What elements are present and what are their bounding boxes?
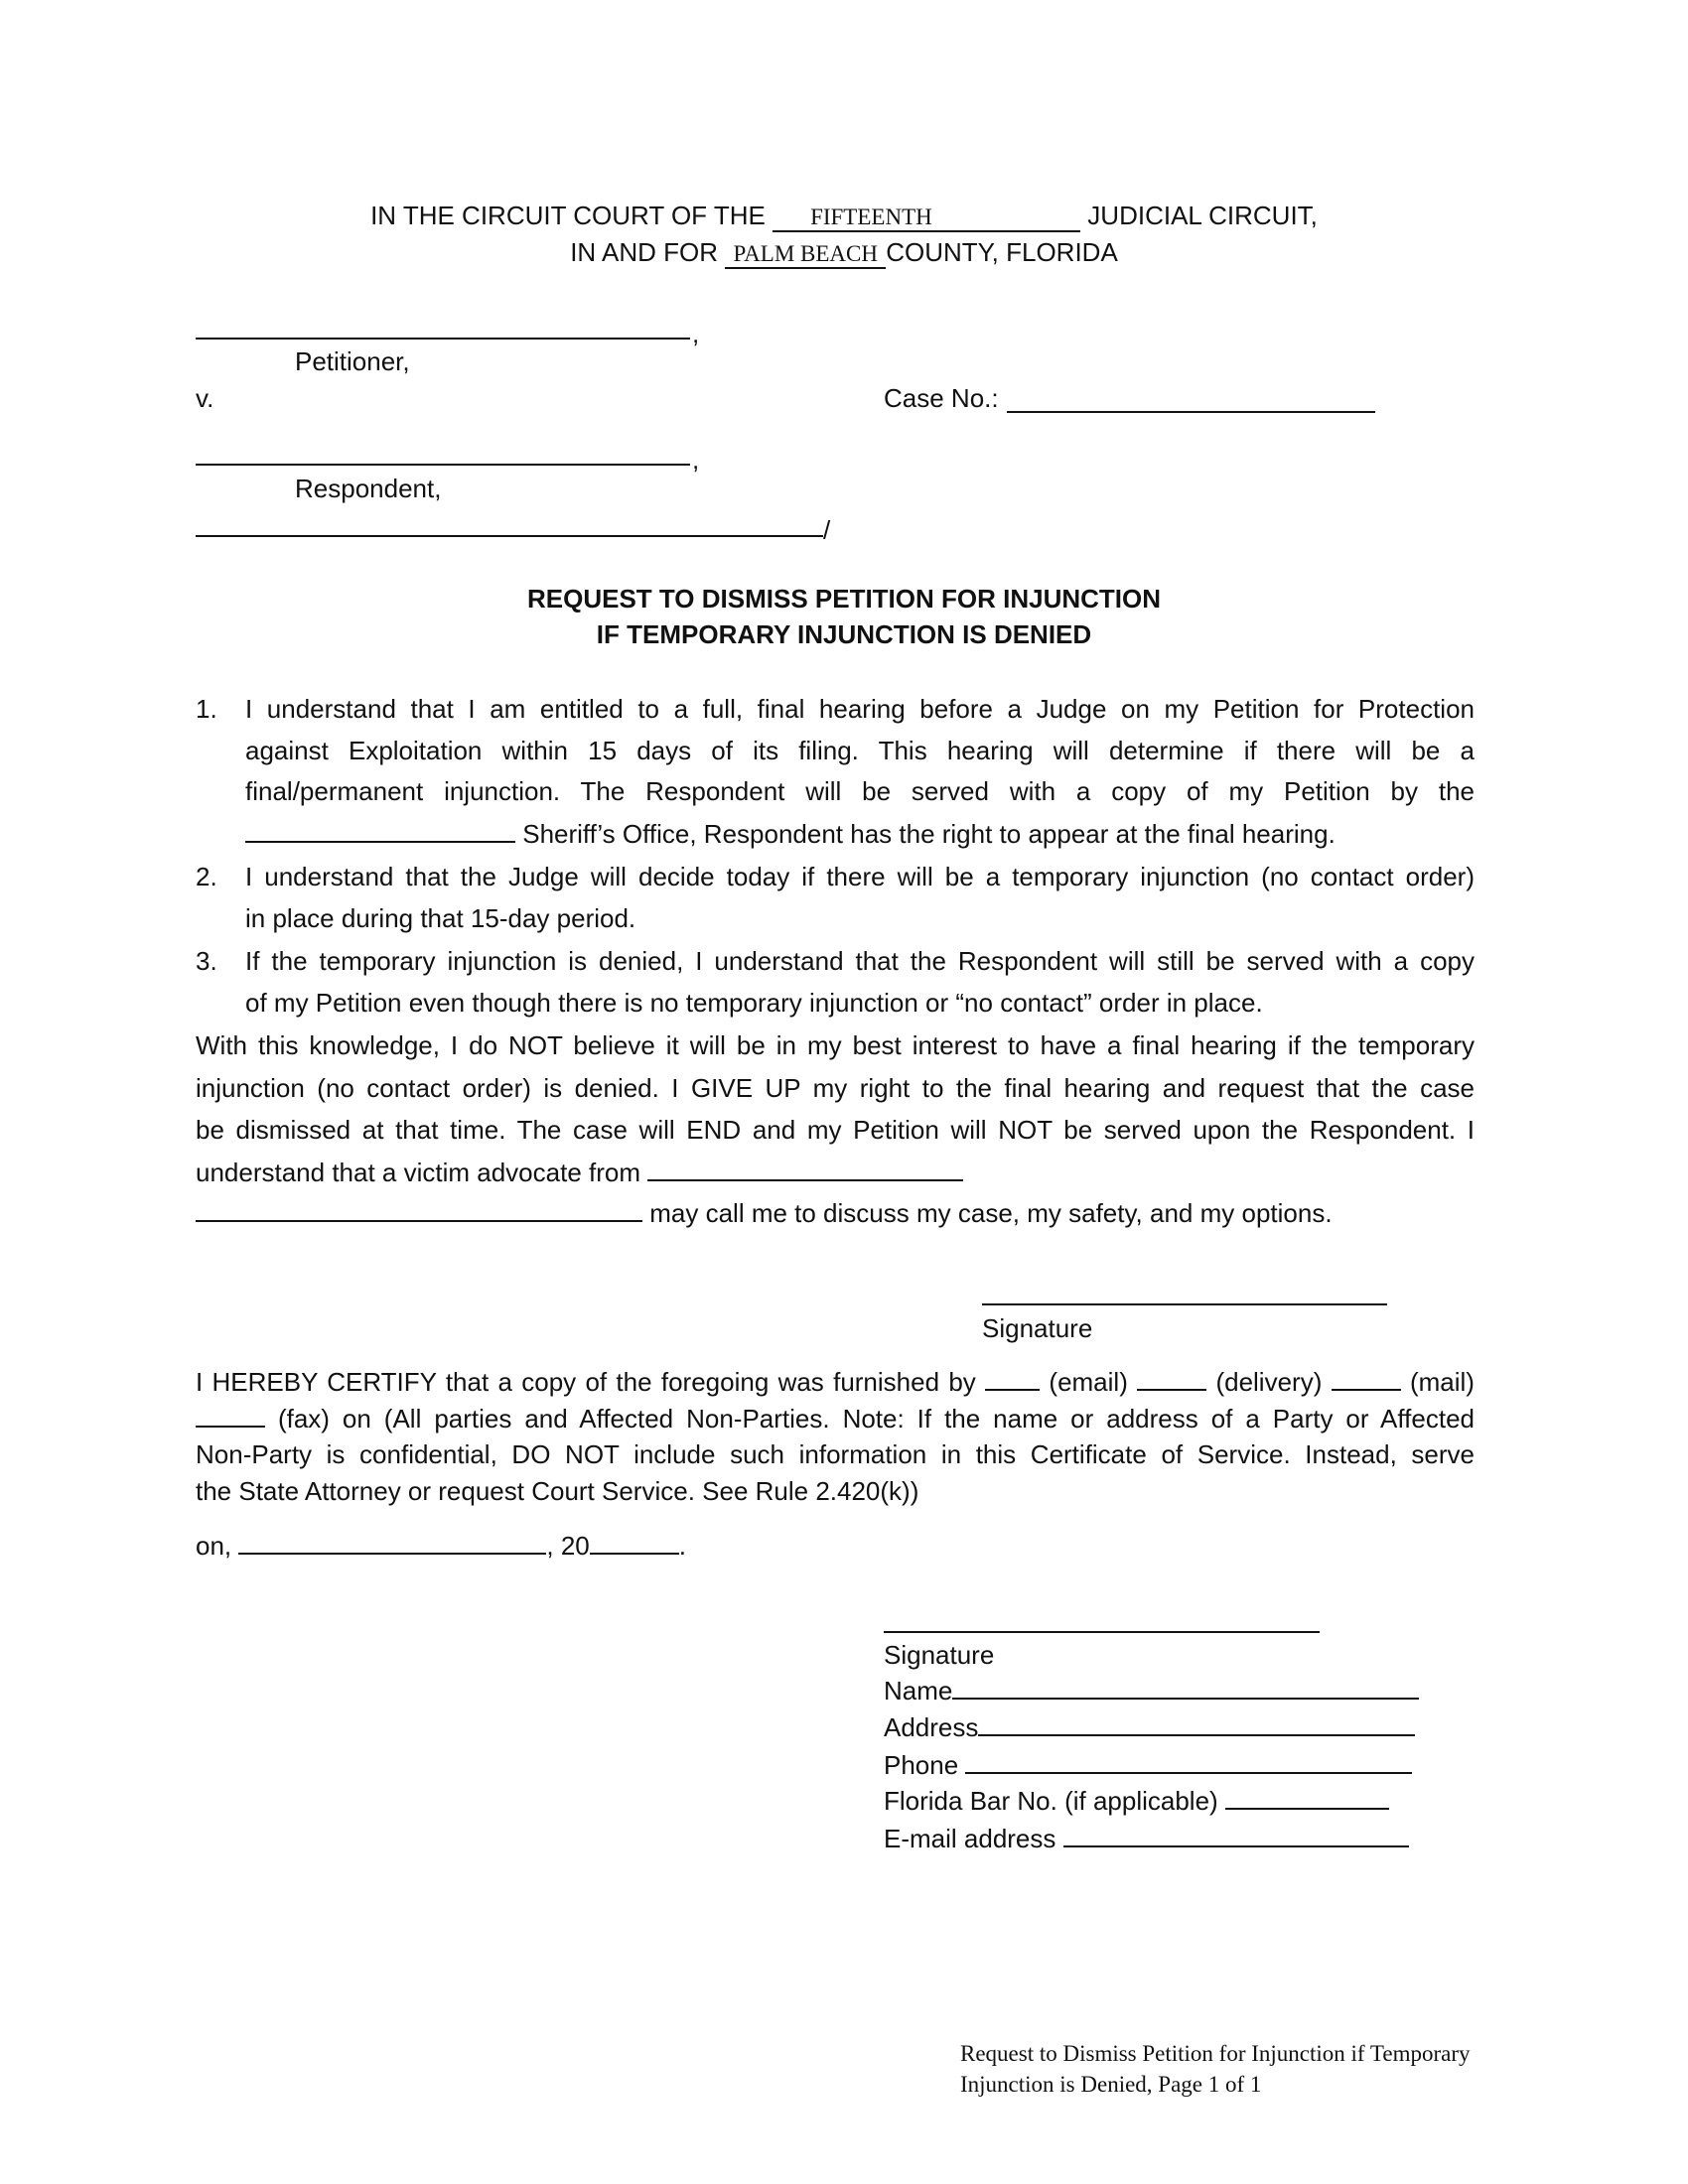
certify-line3: Non-Party is confidential, DO NOT include such information in this Certificate of Service. Instead, serve (196, 1439, 1475, 1469)
knowledge-text: may call me to discuss my case, my safety, and my options. (649, 1198, 1333, 1228)
name-label: Name (884, 1676, 953, 1706)
court-header-line2 (0, 232, 1688, 272)
document-title-line2: IF TEMPORARY INJUNCTION IS DENIED (596, 619, 1092, 649)
knowledge-line (196, 1193, 1333, 1233)
header-text: JUDICIAL CIRCUIT, (1087, 201, 1318, 230)
certify-line4: the State Attorney or request Court Service. See Rule 2.420(k)) (196, 1476, 919, 1506)
comma: , (692, 319, 700, 348)
certify-text: I HEREBY CERTIFY that a copy of the foregoing was furnished by (196, 1367, 976, 1397)
item-3-line: If the temporary injunction is denied, I understand that the Respondent will still be served with a copy (245, 946, 1475, 976)
item-2-line: in place during that 15-day period. (245, 903, 636, 933)
knowledge-line (196, 1153, 963, 1192)
email-blank[interactable] (985, 1363, 1040, 1391)
year-blank[interactable] (590, 1527, 679, 1555)
case-no-label: Case No.: (884, 383, 999, 413)
phone-label: Phone (884, 1750, 959, 1780)
petitioner-name-line[interactable] (196, 338, 690, 340)
email-address-field[interactable] (1063, 1820, 1409, 1847)
document-title-line1: REQUEST TO DISMISS PETITION FOR INJUNCTION (526, 584, 1161, 614)
delivery-blank[interactable] (1137, 1363, 1206, 1391)
item-number: 2. (196, 862, 217, 891)
victim-advocate-agency-blank-2[interactable] (196, 1194, 642, 1222)
address-row (884, 1707, 1415, 1747)
respondent-label: Respondent, (295, 474, 442, 503)
item-1-line (245, 814, 1336, 854)
item-1-line: final/permanent injunction. The Respondent will be served with a copy of my Petition by the (245, 776, 1475, 806)
item-number: 3. (196, 946, 217, 976)
item-2-line: I understand that the Judge will decide today if there will be a temporary injunction (no contact order) (245, 862, 1475, 891)
item-3-line: of my Petition even though there is no temporary injunction or “no contact” order in place. (245, 988, 1263, 1018)
email-row (884, 1819, 1409, 1858)
delivery-label: (delivery) (1215, 1367, 1323, 1397)
email-label: (email) (1049, 1367, 1128, 1397)
email-address-label: E-mail address (884, 1824, 1056, 1853)
item-number: 1. (196, 694, 217, 724)
caption-closing-line (196, 535, 823, 537)
mail-label: (mail) (1409, 1367, 1475, 1397)
header-text: IN AND FOR (570, 237, 718, 267)
footer-line1: Request to Dismiss Petition for Injunction if Temporary (960, 2041, 1471, 2066)
knowledge-line: be dismissed at that time. The case will END and my Petition will NOT be served upon the Respondent. I (196, 1115, 1475, 1145)
versus-label: v. (196, 383, 214, 413)
county-field[interactable]: PALM BEACH (725, 241, 886, 269)
certifier-signature-line[interactable] (884, 1631, 1320, 1633)
signature-label: Signature (884, 1640, 995, 1670)
bar-number-field[interactable] (1225, 1782, 1389, 1810)
period: . (678, 1531, 686, 1561)
phone-row (884, 1745, 1412, 1785)
footer-line2: Injunction is Denied, Page 1 of 1 (960, 2072, 1262, 2097)
header-text: COUNTY, FLORIDA (886, 237, 1118, 267)
bar-number-row (884, 1781, 1389, 1821)
phone-field[interactable] (965, 1746, 1412, 1774)
slash: / (823, 515, 831, 545)
respondent-name-line[interactable] (196, 464, 690, 466)
petitioner-signature-line[interactable] (982, 1303, 1387, 1305)
item-1-line: against Exploitation within 15 days of its filing. This hearing will determine if there will be a (245, 736, 1475, 765)
item-text: Sheriff’s Office, Respondent has the right to appear at the final hearing. (522, 819, 1336, 849)
address-field[interactable] (978, 1708, 1415, 1736)
court-header-line1 (0, 196, 1688, 235)
mail-blank[interactable] (1332, 1363, 1401, 1391)
certify-text: (fax) on (All parties and Affected Non-Parties. Note: If the name or address of a Party or Affected (277, 1404, 1475, 1433)
name-field[interactable] (952, 1672, 1419, 1700)
on-label: on, (196, 1531, 232, 1561)
header-text: IN THE CIRCUIT COURT OF THE (370, 201, 766, 230)
knowledge-line: injunction (no contact order) is denied. I GIVE UP my right to the final hearing and request that the case (196, 1073, 1475, 1103)
year-prefix: , 20 (546, 1531, 590, 1561)
address-label: Address (884, 1712, 979, 1742)
knowledge-text: understand that a victim advocate from (196, 1158, 641, 1187)
circuit-field[interactable]: FIFTEENTH (773, 205, 1080, 232)
fax-blank[interactable] (196, 1400, 265, 1428)
petitioner-label: Petitioner, (295, 346, 410, 376)
certify-date-line (196, 1526, 686, 1566)
date-blank[interactable] (238, 1527, 546, 1555)
certify-line1 (196, 1362, 1475, 1402)
item-1-line: I understand that I am entitled to a full, final hearing before a Judge on my Petition for Protection (245, 694, 1475, 724)
victim-advocate-agency-blank[interactable] (647, 1154, 963, 1181)
sheriff-county-blank[interactable] (245, 815, 515, 843)
knowledge-line: With this knowledge, I do NOT believe it will be in my best interest to have a final hearing if the temporary (196, 1030, 1475, 1060)
certify-line2 (196, 1399, 1475, 1438)
signature-label: Signature (982, 1313, 1093, 1343)
name-row (884, 1671, 1419, 1710)
comma: , (692, 445, 700, 475)
case-no-line[interactable] (1007, 411, 1375, 413)
bar-number-label: Florida Bar No. (if applicable) (884, 1786, 1218, 1816)
